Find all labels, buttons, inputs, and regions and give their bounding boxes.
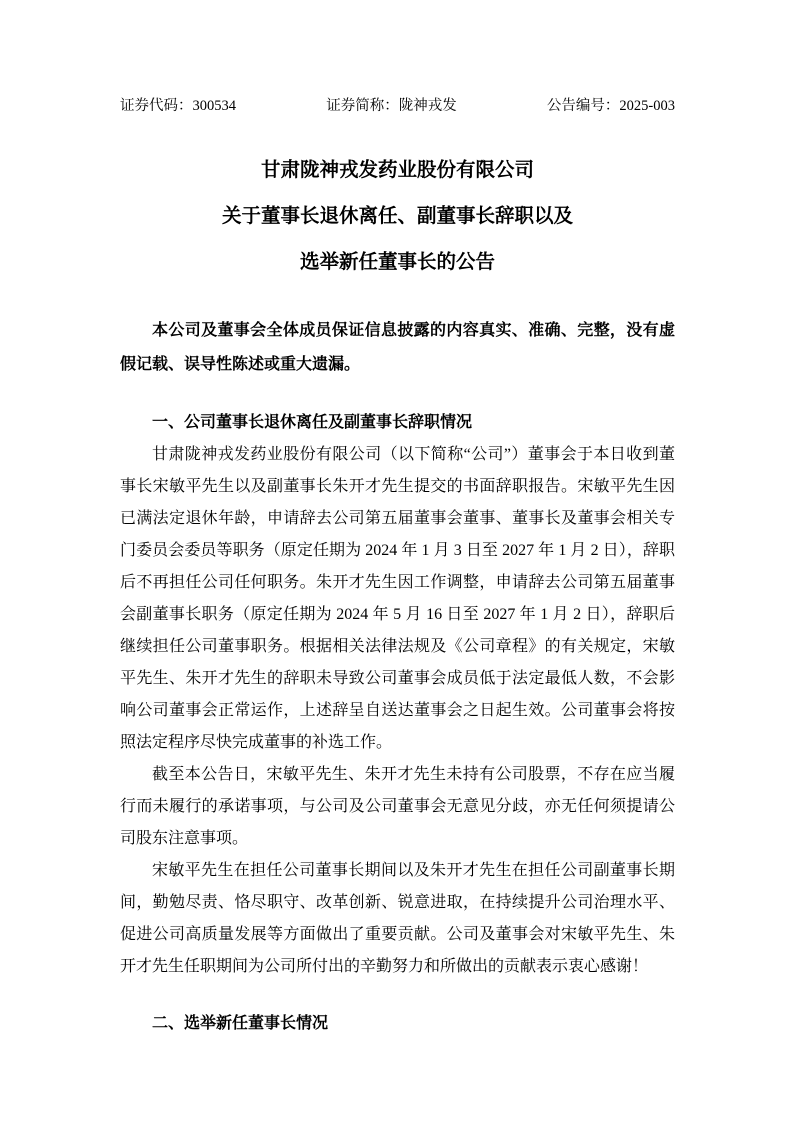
document-header <box>120 96 675 116</box>
document-title <box>120 148 675 286</box>
section-1-paragraph-1: 甘肃陇神戎发药业股份有限公司（以下简称“公司”）董事会于本日收到董事长宋敏平先生以及副董事长朱开才先生提交的书面辞职报告。宋敏平先生因已满法定退休年龄，申请辞去公司第五届董事会董事、董事长及董事会相关专门委员会委员等职务（原定任期为 2024 年 1 月 3 日至 2027 年 1 月 2 日），辞职后不再担任公司任何职务。朱开才先生因工作调整，申请辞去公司第五届董事会副董事长职务（原定任期为 2024 年 5 月 16 日至 2027 年 1 月 2 日），辞职后继续担任公司董事职务。根据相关法律法规及《公司章程》的有关规定，宋敏平先生、朱开才先生的辞职未导致公司董事会成员低于法定最低人数，不会影响公司董事会正常运作，上述辞呈自送达董事会之日起生效。公司董事会将按照法定程序尽快完成董事的补选工作。 <box>120 446 675 751</box>
securities-code: 证券代码：300534 <box>120 98 236 114</box>
section-2-heading: 二、选举新任董事长情况 <box>152 1015 329 1032</box>
title-line-1: 甘肃陇神戎发药业股份有限公司 <box>260 160 534 181</box>
announcement-number: 公告编号：2025-003 <box>546 98 675 114</box>
title-line-3: 选举新任董事长的公告 <box>299 252 495 273</box>
title-line-2: 关于董事长退休离任、副董事长辞职以及 <box>221 206 573 227</box>
disclosure-statement: 本公司及董事会全体成员保证信息披露的内容真实、准确、完整，没有虚假记载、误导性陈述或重大遗漏。 <box>120 322 675 373</box>
section-1-paragraph-2: 截至本公告日，宋敏平先生、朱开才先生未持有公司股票，不存在应当履行而未履行的承诺事项，与公司及公司董事会无意见分歧，亦无任何须提请公司股东注意事项。 <box>120 766 675 847</box>
securities-short-name: 证券简称：陇神戎发 <box>326 98 457 114</box>
section-1-paragraph-3: 宋敏平先生在担任公司董事长期间以及朱开才先生在担任公司副董事长期间，勤勉尽责、恪尽职守、改革创新、锐意进取，在持续提升公司治理水平、促进公司高质量发展等方面做出了重要贡献。公司及董事会对宋敏平先生、朱开才先生任职期间为公司所付出的辛勤努力和所做出的贡献表示衷心感谢！ <box>120 862 675 975</box>
section-1-heading: 一、公司董事长退休离任及副董事长辞职情况 <box>152 414 473 431</box>
